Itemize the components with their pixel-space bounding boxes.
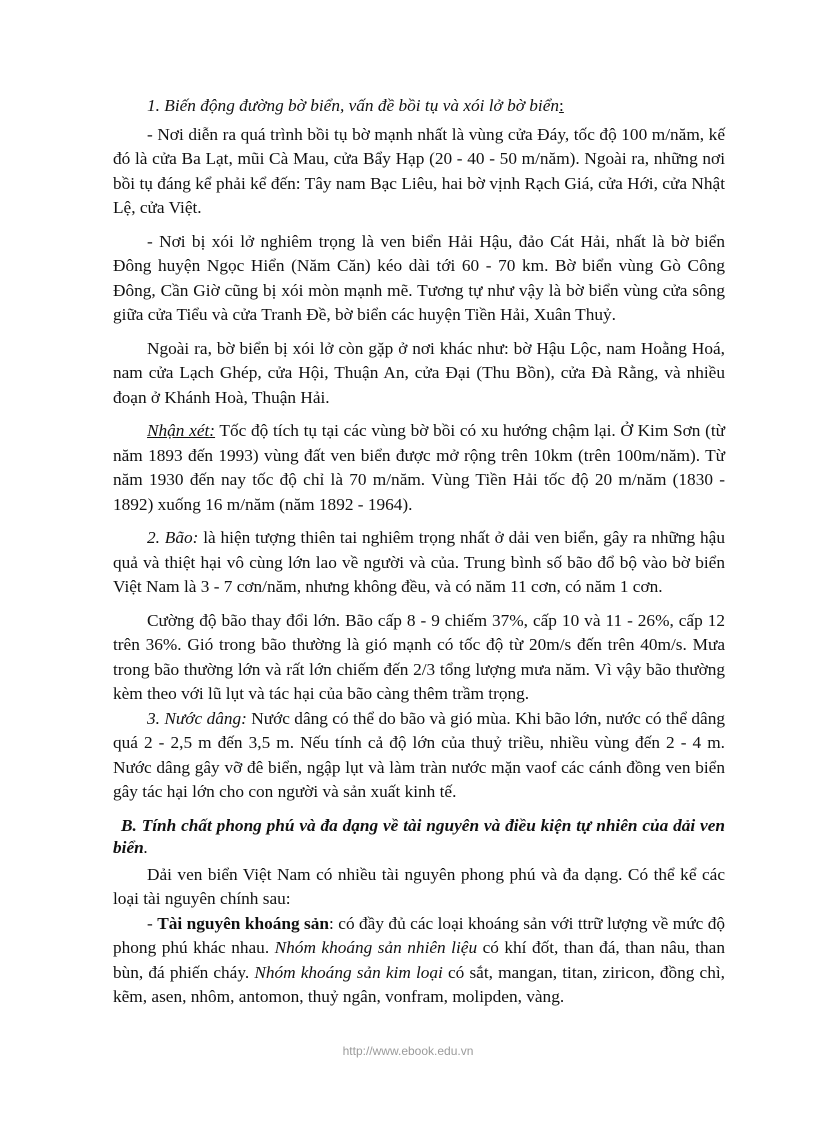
section-1-paragraph-1: - Nơi diễn ra quá trình bồi tụ bờ mạnh nhất là vùng cửa Đáy, tốc độ 100 m/năm, kế đó là cửa Ba Lạt, mũi Cà Mau, cửa Bẩy Hạp (20 - 40 - 50 m/năm). Ngoài ra, những nơi bồi tụ đáng kể phải kể đến: Tây nam Bạc Liêu, hai bờ vịnh Rạch Giá, cửa Hới, cửa Nhật Lệ, cửa Việt.: [113, 124, 725, 217]
footer-url: http://www.ebook.edu.vn: [342, 1044, 474, 1058]
section-b-period: .: [143, 837, 149, 857]
mineral-text-c: có sắt, mangan, titan, ziricon, đồng chì, kẽm, asen, nhôm, antomon, thuỷ ngân, vonfram, molipden, vàng.: [113, 962, 725, 1006]
fuel-label: Nhóm khoáng sản nhiên liệu: [274, 938, 478, 957]
section-2-paragraph-1: [113, 526, 725, 600]
section-2-paragraph-2: Cường độ bão thay đổi lớn. Bão cấp 8 - 9 chiếm 37%, cấp 10 và 11 - 26%, cấp 12 trên 36%. Gió trong bão thường là gió mạnh có tốc độ từ 20m/s đến trên 40m/s. Mưa trong bão thường lớn và rất lớn chiếm đến 2/3 tổng lượng mưa năm. Vì vậy bão thường kèm theo với lũ lụt và tác hại của bão càng thêm trầm trọng.: [113, 610, 725, 703]
section-3-paragraph: [113, 707, 725, 805]
section-1-paragraph-3: Ngoài ra, bờ biển bị xói lở còn gặp ở nơi khác như: bờ Hậu Lộc, nam Hoằng Hoá, nam cửa Lạch Ghép, cửa Hội, Thuận An, cửa Đại (Thu Bồn), cửa Đà Rằng, và nhiều đoạn ở Khánh Hoà, Thuận Hải.: [113, 338, 725, 407]
section-1-note: [113, 419, 725, 517]
section-b-minerals: [113, 912, 725, 1010]
section-1-paragraph-2: - Nơi bị xói lở nghiêm trọng là ven biển Hải Hậu, đảo Cát Hải, nhất là bờ biển Đông huyện Ngọc Hiển (Năm Căn) kéo dài tới 60 - 70 km. Bờ biển vùng Gò Công Đông, Cần Giờ cũng bị xói mòn mạnh mẽ. Tương tự như vậy là bờ biển vùng cửa sông giữa cửa Tiểu và cửa Tranh Đề, bờ biển các huyện Tiền Hải, Xuân Thuỷ.: [113, 231, 725, 324]
section-b-paragraph-1: Dải ven biển Việt Nam có nhiều tài nguyên phong phú và đa dạng. Có thể kể các loại tài nguyên chính sau:: [113, 864, 725, 908]
document-page: [113, 94, 725, 1010]
mineral-text-b: có khí đốt, than đá, than nâu, than bùn, đá phiến cháy.: [113, 938, 725, 982]
section-1-title: 1. Biến động đường bờ biển, vấn đề bồi tụ và xói lở bờ biển: [147, 96, 560, 115]
mineral-label: Tài nguyên khoáng sản: [157, 913, 330, 933]
mineral-text-a: : có đầy đủ các loại khoáng sản với ttrữ lượng về mức độ phong phú khác nhau.: [113, 913, 725, 957]
section-3-title: 3. Nước dâng:: [147, 708, 247, 728]
section-2-title: 2. Bão:: [147, 528, 199, 547]
section-1-colon: :: [559, 96, 564, 115]
section-2-text: là hiện tượng thiên tai nghiêm trọng nhất ở dải ven biển, gây ra những hậu quả và thiệt hại vô cùng lớn lao về người và của. Trung bình số bão đổ bộ vào bờ biển Việt Nam là 3 - 7 cơn/năm, nhưng không đều, và có năm 11 cơn, có năm 1 cơn.: [113, 528, 725, 596]
section-3-text: Nước dâng có thể do bão và gió mùa. Khi bão lớn, nước có thể dâng quá 2 - 2,5 m đến 3,5 m. Nếu tính cả độ lớn của thuỷ triều, nhiều vùng đến 2 - 4 m. Nước dâng gây vỡ đê biển, ngập lụt và làm tràn nước mặn vaof các cánh đồng ven biển gây tác hại lớn cho con người và sản xuất kinh tế.: [113, 708, 725, 801]
note-label: Nhận xét:: [147, 421, 216, 440]
section-1-heading: [113, 94, 725, 119]
section-b-heading: [113, 815, 725, 859]
mineral-dash: -: [147, 913, 158, 933]
note-text: Tốc độ tích tụ tại các vùng bờ bồi có xu hướng chậm lại. Ở Kim Sơn (từ năm 1893 đến 1993) vùng đất ven biển được mở rộng trên 10km (trên 100m/năm). Từ năm 1930 đến nay tốc độ chỉ là 70 m/năm. Vùng Tiền Hải tốc độ 20 m/năm (1830 - 1892) xuống 16 m/năm (năm 1892 - 1964).: [113, 421, 725, 514]
metal-label: Nhóm khoáng sản kim loại: [254, 962, 443, 982]
section-b-title: B. Tính chất phong phú và đa dạng về tài nguyên và điều kiện tự nhiên của dải ven biển: [113, 815, 725, 857]
